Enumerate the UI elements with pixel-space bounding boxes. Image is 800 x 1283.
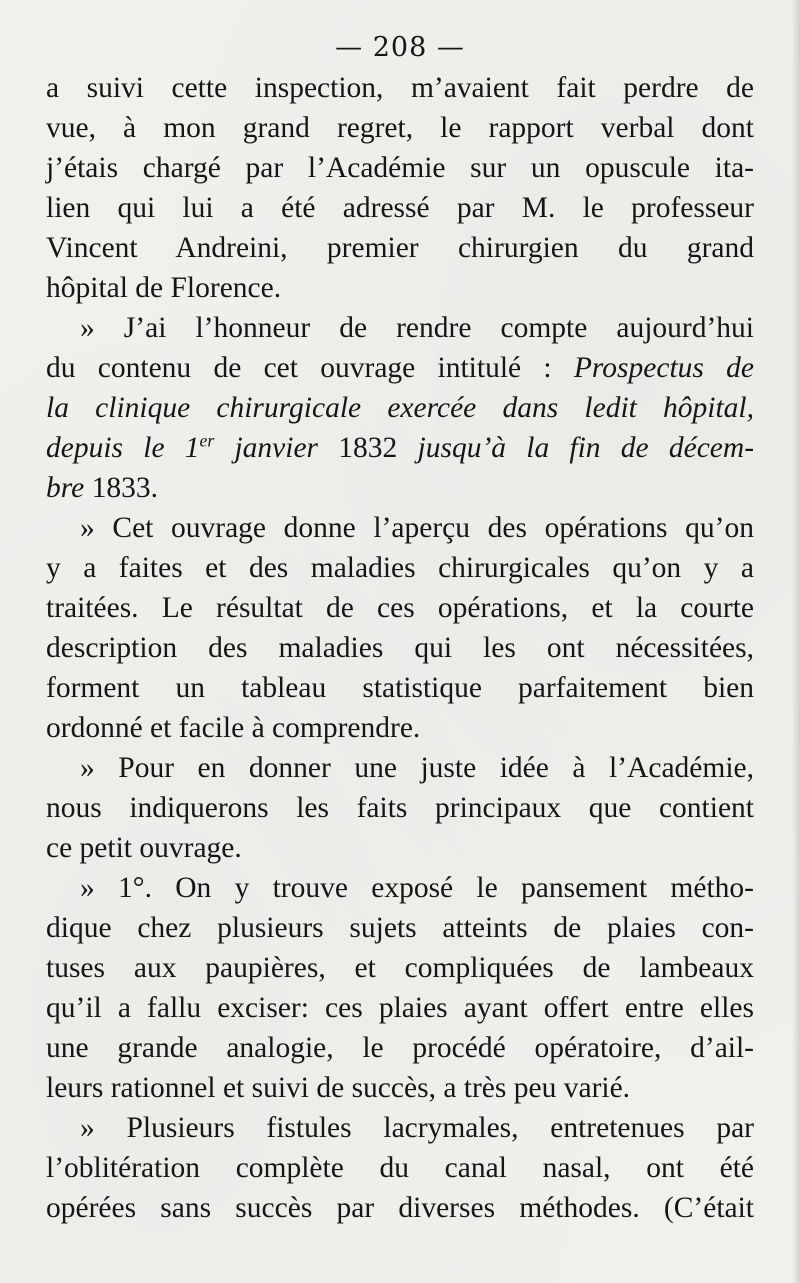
text-line: » Pour en donner une juste idée à l’Académie, [80, 752, 754, 784]
book-title-italic: bre [46, 472, 85, 504]
text-line: vue, à mon grand regret, le rapport verbal dont [46, 112, 754, 144]
text-line: Vincent Andreini, premier chirurgien du grand [46, 232, 754, 264]
text-line: l’oblitération complète du canal nasal, ont été [46, 1152, 754, 1184]
text-line: ordonné et facile à comprendre. [46, 712, 421, 744]
text-line [46, 468, 754, 508]
paragraph-4 [46, 748, 754, 868]
page-number: — 208 — [335, 32, 465, 63]
paragraph-6 [46, 1108, 754, 1228]
text-line: dique chez plusieurs sujets atteints de plaies con- [46, 912, 754, 944]
text-segment: du contenu de cet ouvrage intitulé : [46, 352, 574, 384]
text-line: ce petit ouvrage. [46, 832, 242, 864]
text-line: traitées. Le résultat de ces opérations, et la courte [46, 592, 754, 624]
text-line: y a faites et des maladies chirurgicales qu’on y a [46, 552, 754, 584]
book-title-italic: Prospectus de [573, 352, 755, 384]
text-line: a suivi cette inspection, m’avaient fait perdre de [46, 72, 754, 104]
text-line: opérées sans succès par diverses méthodes. (C’était [46, 1192, 754, 1224]
page-edge-shadow [792, 0, 800, 1283]
paragraph-1 [46, 68, 754, 308]
text-line: j’étais chargé par l’Académie sur un opuscule ita- [46, 152, 754, 184]
text-line: nous indiquerons les faits principaux que contient [46, 792, 754, 824]
text-line: tuses aux paupières, et compliquées de lambeaux [46, 952, 754, 984]
text-line [46, 428, 754, 468]
text-segment: 1833. [84, 472, 158, 504]
text-segment: 1832 [318, 432, 418, 464]
text-line [46, 308, 754, 348]
book-title-italic: la clinique chirurgicale exercée dans ledit hôpital, [46, 392, 754, 424]
book-title-italic: jusqu’à la fin de décem- [417, 432, 755, 464]
text-segment: » J’ai l’honneur de rendre compte aujourd’hui [80, 312, 754, 344]
text-line: leurs rationnel et suivi de succès, a très peu varié. [46, 1072, 631, 1104]
text-line: une grande analogie, le procédé opératoire, d’ail- [46, 1032, 754, 1064]
text-line: » Plusieurs fistules lacrymales, entretenues par [80, 1112, 754, 1144]
book-title-italic: janvier [214, 432, 319, 464]
text-line [46, 348, 754, 388]
page-body [46, 68, 754, 1228]
text-line: » Cet ouvrage donne l’aperçu des opérations qu’on [80, 512, 754, 544]
paragraph-3 [46, 508, 754, 748]
text-line: hôpital de Florence. [46, 272, 282, 304]
text-line: qu’il a fallu exciser: ces plaies ayant offert entre elles [46, 992, 754, 1024]
superscript: er [199, 430, 215, 451]
paragraph-2 [46, 308, 754, 508]
book-title-italic: depuis le 1 [46, 432, 200, 464]
text-line: description des maladies qui les ont nécessitées, [46, 632, 754, 664]
text-line: forment un tableau statistique parfaitement bien [46, 672, 754, 704]
paragraph-5 [46, 868, 754, 1108]
text-line: lien qui lui a été adressé par M. le professeur [46, 192, 754, 224]
text-line: » 1°. On y trouve exposé le pansement métho- [80, 872, 754, 904]
